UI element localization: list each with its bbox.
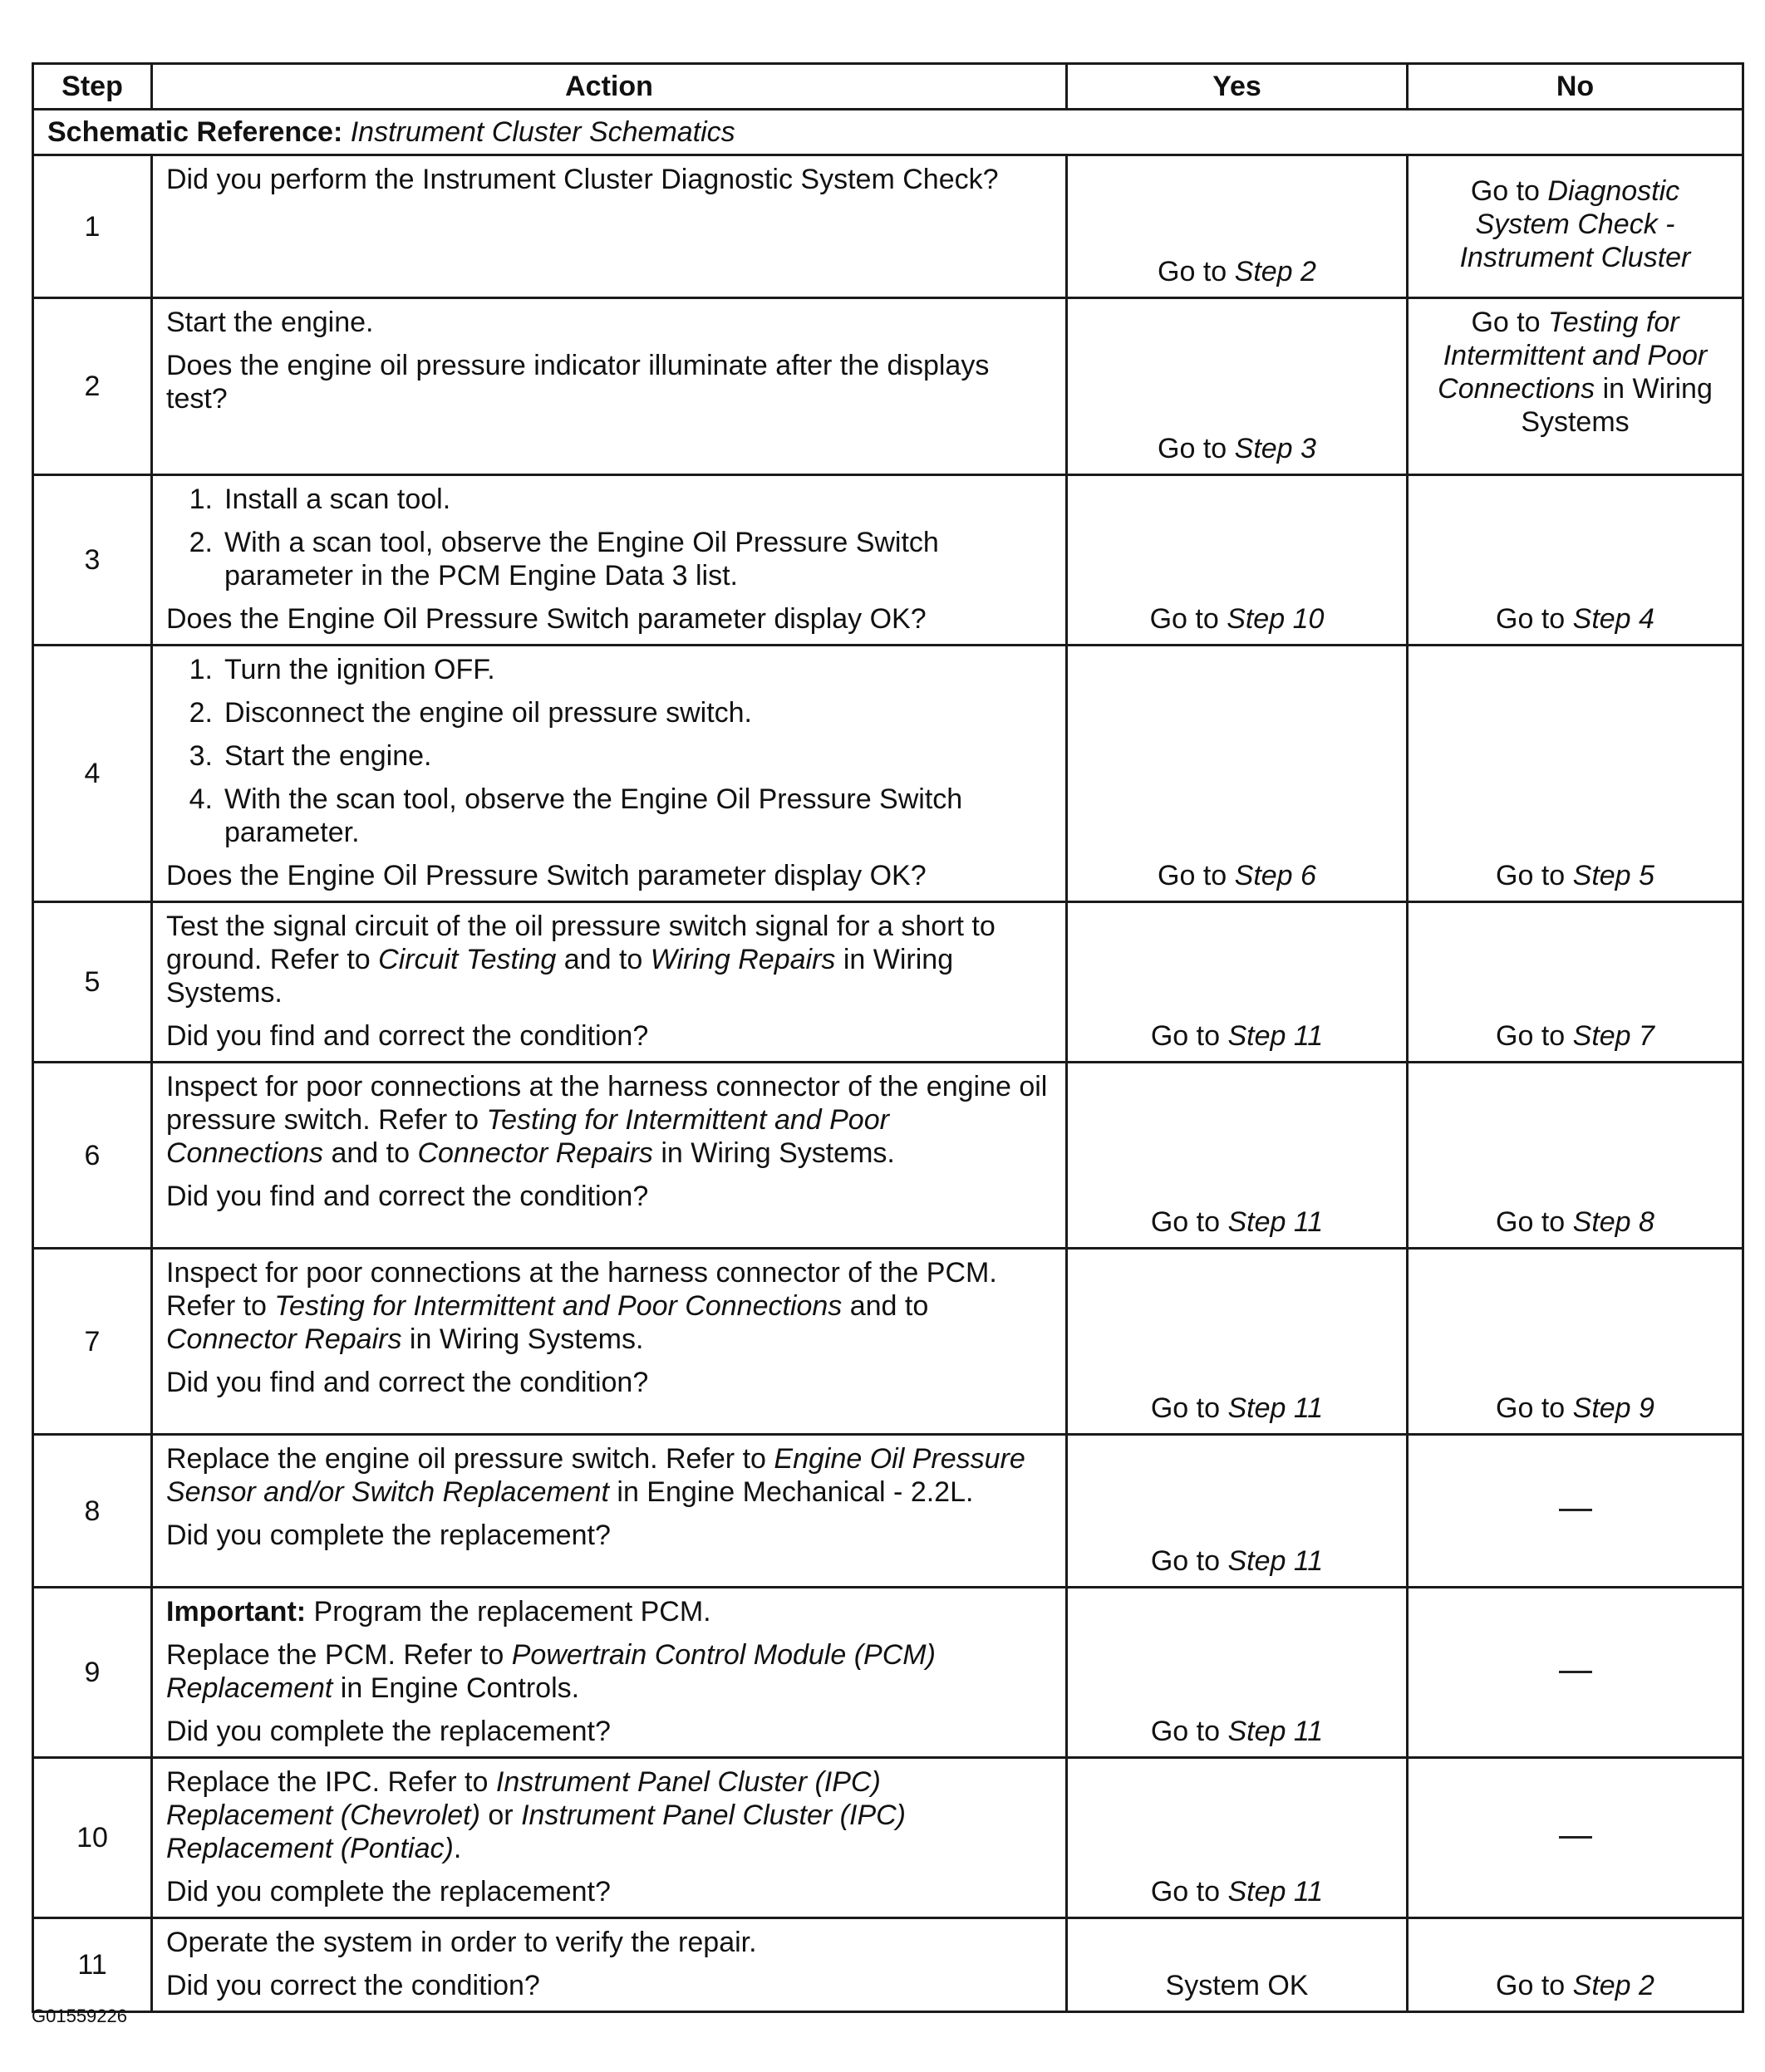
text-run: in Wiring Systems. [166, 944, 954, 1009]
action-text [166, 910, 1052, 1009]
action-list-item [166, 696, 1052, 729]
text-run: Replace the PCM. Refer to [166, 1639, 512, 1671]
action-text [166, 1765, 1052, 1865]
reference-link-text: Step 11 [1227, 1392, 1324, 1424]
text-run: Go to [1496, 1970, 1573, 2001]
text-run: Go to [1470, 174, 1548, 207]
text-run: Inspect for poor connections at the harness connector of the engine oil pressure switch. Refer to [166, 1071, 1048, 1136]
text-run: and to [842, 1290, 929, 1322]
step-row [33, 1588, 1743, 1758]
text-run: Did you find and correct the condition? [166, 1367, 649, 1398]
yes-cell [1067, 646, 1408, 902]
text-run: Go to [1471, 307, 1549, 338]
reference-link-text: Testing for Intermittent and Poor Connections [274, 1290, 843, 1322]
schematic-reference-label: Schematic Reference: [47, 116, 343, 148]
list-item-text [224, 653, 1052, 686]
reference-link-text: Instrument Panel Cluster (IPC) Replacement (Pontiac) [166, 1799, 906, 1864]
not-applicable-dash [1559, 1836, 1592, 1839]
reference-link-text: Connector Repairs [166, 1323, 402, 1355]
text-run: Go to [1158, 256, 1235, 287]
bold-text: Important: [166, 1596, 307, 1628]
list-item-number: 2. [189, 527, 213, 558]
reference-link-text: Step 2 [1234, 256, 1316, 287]
yes-cell [1067, 1588, 1408, 1758]
action-cell [152, 1435, 1067, 1588]
text-run: Start the engine. [166, 307, 374, 338]
no-cell [1408, 1249, 1743, 1435]
reference-link-text: Step 11 [1227, 1716, 1324, 1747]
text-run: Go to [1150, 1392, 1228, 1424]
action-cell [152, 1758, 1067, 1918]
action-list-item [166, 739, 1052, 773]
step-row [33, 155, 1743, 298]
text-run: . [453, 1833, 462, 1864]
text-run: and to [556, 944, 651, 975]
header-yes: Yes [1067, 64, 1408, 110]
action-question [166, 859, 1052, 892]
reference-link-text: Connector Repairs [417, 1137, 653, 1169]
text-run: System OK [1165, 1970, 1309, 2001]
reference-link-text: Step 11 [1227, 1020, 1324, 1052]
no-cell [1408, 475, 1743, 646]
yes-cell [1067, 1063, 1408, 1249]
text-run: Test the signal circuit of the oil pressure switch signal for a short to ground. Refer to [166, 911, 996, 975]
text-run: Operate the system in order to verify the repair. [166, 1927, 757, 1958]
yes-cell [1067, 1918, 1408, 2012]
step-number: 11 [33, 1918, 152, 2012]
action-question [166, 1519, 1052, 1552]
step-number: 6 [33, 1063, 152, 1249]
text-run: Go to [1496, 1020, 1573, 1052]
text-run: Go to [1150, 1206, 1228, 1238]
list-item-number: 1. [189, 654, 213, 685]
action-text [166, 163, 1052, 196]
reference-link-text: Step 3 [1234, 433, 1316, 464]
action-text [166, 306, 1052, 339]
not-applicable-dash [1559, 1509, 1592, 1511]
no-cell [1408, 155, 1743, 298]
action-question [166, 349, 1052, 415]
text-run: Does the Engine Oil Pressure Switch parameter display OK? [166, 860, 927, 891]
action-question [166, 1969, 1052, 2002]
schematic-reference [33, 110, 1743, 155]
action-text [166, 1256, 1052, 1356]
text-run: Start the engine. [224, 740, 432, 772]
text-run: Did you find and correct the condition? [166, 1020, 649, 1052]
header-row [33, 64, 1743, 110]
action-list-item [166, 783, 1052, 849]
action-question [166, 1875, 1052, 1908]
reference-link-text: Step 7 [1572, 1020, 1654, 1052]
yes-cell [1067, 1435, 1408, 1588]
text-run: Install a scan tool. [224, 484, 451, 515]
reference-link-text: Step 8 [1572, 1206, 1654, 1238]
step-row [33, 1063, 1743, 1249]
no-cell [1408, 1758, 1743, 1918]
action-question [166, 602, 1052, 636]
text-run: in Engine Controls. [332, 1672, 580, 1704]
no-cell [1408, 1918, 1743, 2012]
list-item-text [224, 483, 1052, 516]
text-run: in Wiring Systems [1521, 373, 1713, 438]
step-row [33, 646, 1743, 902]
diagnostic-table [32, 62, 1744, 2013]
step-row [33, 1435, 1743, 1588]
action-text [166, 1595, 1052, 1628]
text-run: Did you complete the replacement? [166, 1876, 611, 1908]
reference-link-text: Step 2 [1572, 1970, 1654, 2001]
action-question [166, 1019, 1052, 1053]
text-run: Did you correct the condition? [166, 1970, 540, 2001]
text-run: Go to [1496, 1392, 1573, 1424]
text-run: Go to [1150, 1545, 1228, 1577]
text-run: in Wiring Systems. [652, 1137, 895, 1169]
no-cell [1408, 298, 1743, 475]
figure-id: G01559226 [32, 2006, 127, 2026]
reference-link-text: Step 11 [1227, 1545, 1324, 1577]
reference-link-text: Step 4 [1572, 603, 1654, 635]
step-row [33, 902, 1743, 1063]
action-text [166, 1638, 1052, 1705]
text-run: Go to [1150, 1020, 1228, 1052]
step-row [33, 1758, 1743, 1918]
action-text [166, 1926, 1052, 1959]
reference-link-text: Circuit Testing [378, 944, 557, 975]
list-item-text [224, 783, 1052, 849]
no-cell [1408, 1063, 1743, 1249]
reference-link-text: Diagnostic System Check - Instrument Cluster [1459, 174, 1691, 273]
step-number: 4 [33, 646, 152, 902]
no-cell [1408, 1588, 1743, 1758]
action-cell [152, 1063, 1067, 1249]
text-run: Did you complete the replacement? [166, 1716, 611, 1747]
yes-cell [1067, 298, 1408, 475]
action-list-item [166, 526, 1052, 592]
text-run: Go to [1158, 860, 1235, 891]
text-run: Program the replacement PCM. [306, 1596, 711, 1628]
step-number: 7 [33, 1249, 152, 1435]
reference-link-text: Testing for Intermittent and Poor Connections [166, 1104, 889, 1169]
not-applicable-dash [1559, 1671, 1592, 1673]
step-number: 8 [33, 1435, 152, 1588]
text-run: Disconnect the engine oil pressure switch. [224, 697, 752, 729]
reference-link-text: Step 11 [1227, 1876, 1324, 1908]
action-question [166, 1366, 1052, 1399]
step-number: 9 [33, 1588, 152, 1758]
list-item-text [224, 696, 1052, 729]
text-run: Go to [1150, 1716, 1228, 1747]
step-number: 10 [33, 1758, 152, 1918]
action-cell [152, 155, 1067, 298]
step-number: 1 [33, 155, 152, 298]
schematic-reference-row [33, 110, 1743, 155]
yes-cell [1067, 902, 1408, 1063]
list-item-number: 1. [189, 484, 213, 515]
no-cell [1408, 646, 1743, 902]
action-text [166, 1442, 1052, 1509]
reference-link-text: Instrument Panel Cluster (IPC) Replacement (Chevrolet) [166, 1766, 881, 1831]
header-action: Action [152, 64, 1067, 110]
text-run: Go to [1496, 603, 1573, 635]
text-run: Replace the IPC. Refer to [166, 1766, 496, 1798]
reference-link-text: Step 10 [1227, 603, 1325, 635]
action-list-item [166, 653, 1052, 686]
header-step: Step [33, 64, 152, 110]
list-item-number: 3. [189, 740, 213, 772]
action-cell [152, 902, 1067, 1063]
text-run: Go to [1496, 1206, 1573, 1238]
yes-cell [1067, 155, 1408, 298]
step-row [33, 298, 1743, 475]
text-run: With the scan tool, observe the Engine Oil Pressure Switch parameter. [224, 783, 963, 848]
text-run: and to [323, 1137, 418, 1169]
action-cell [152, 1918, 1067, 2012]
reference-link-text: Step 5 [1572, 860, 1654, 891]
text-run: in Engine Mechanical - 2.2L. [608, 1476, 974, 1508]
header-no: No [1408, 64, 1743, 110]
step-number: 2 [33, 298, 152, 475]
text-run: Does the Engine Oil Pressure Switch parameter display OK? [166, 603, 927, 635]
reference-link-text: Testing for Intermittent and Poor Connections [1438, 307, 1708, 405]
text-run: Go to [1150, 1876, 1228, 1908]
action-question [166, 1180, 1052, 1213]
text-run: Does the engine oil pressure indicator illuminate after the displays test? [166, 350, 990, 415]
yes-cell [1067, 1758, 1408, 1918]
action-question [166, 1715, 1052, 1748]
text-run: Inspect for poor connections at the harness connector of the PCM. Refer to [166, 1257, 997, 1322]
text-run: Go to [1158, 433, 1235, 464]
list-item-number: 2. [189, 697, 213, 729]
action-list-item [166, 483, 1052, 516]
text-run: in Wiring Systems. [401, 1323, 644, 1355]
step-number: 5 [33, 902, 152, 1063]
text-run: Did you find and correct the condition? [166, 1181, 649, 1212]
action-cell [152, 646, 1067, 902]
reference-link-text: Powertrain Control Module (PCM) Replacement [166, 1639, 936, 1704]
action-cell [152, 475, 1067, 646]
text-run: Replace the engine oil pressure switch. Refer to [166, 1443, 774, 1475]
step-row [33, 1249, 1743, 1435]
text-run: With a scan tool, observe the Engine Oil Pressure Switch parameter in the PCM Engine Data 3 list. [224, 527, 939, 592]
text-run: or [479, 1799, 522, 1831]
yes-cell [1067, 475, 1408, 646]
no-cell [1408, 1435, 1743, 1588]
text-run: Go to [1149, 603, 1227, 635]
no-cell [1408, 902, 1743, 1063]
text-run: Did you complete the replacement? [166, 1520, 611, 1551]
text-run: Did you perform the Instrument Cluster Diagnostic System Check? [166, 164, 999, 195]
list-item-number: 4. [189, 783, 213, 815]
text-run: Go to [1496, 860, 1573, 891]
reference-link-text: Step 9 [1572, 1392, 1654, 1424]
action-cell [152, 1249, 1067, 1435]
step-number: 3 [33, 475, 152, 646]
reference-link-text: Step 11 [1227, 1206, 1324, 1238]
action-text [166, 1070, 1052, 1170]
reference-link-text: Step 6 [1234, 860, 1316, 891]
list-item-text [224, 526, 1052, 592]
yes-cell [1067, 1249, 1408, 1435]
reference-link-text: Engine Oil Pressure Sensor and/or Switch Replacement [166, 1443, 1025, 1508]
text-run: Turn the ignition OFF. [224, 654, 495, 685]
reference-link-text: Wiring Repairs [650, 944, 836, 975]
step-row [33, 475, 1743, 646]
step-row [33, 1918, 1743, 2012]
schematic-reference-value: Instrument Cluster Schematics [350, 116, 735, 148]
action-cell [152, 298, 1067, 475]
action-cell [152, 1588, 1067, 1758]
list-item-text [224, 739, 1052, 773]
